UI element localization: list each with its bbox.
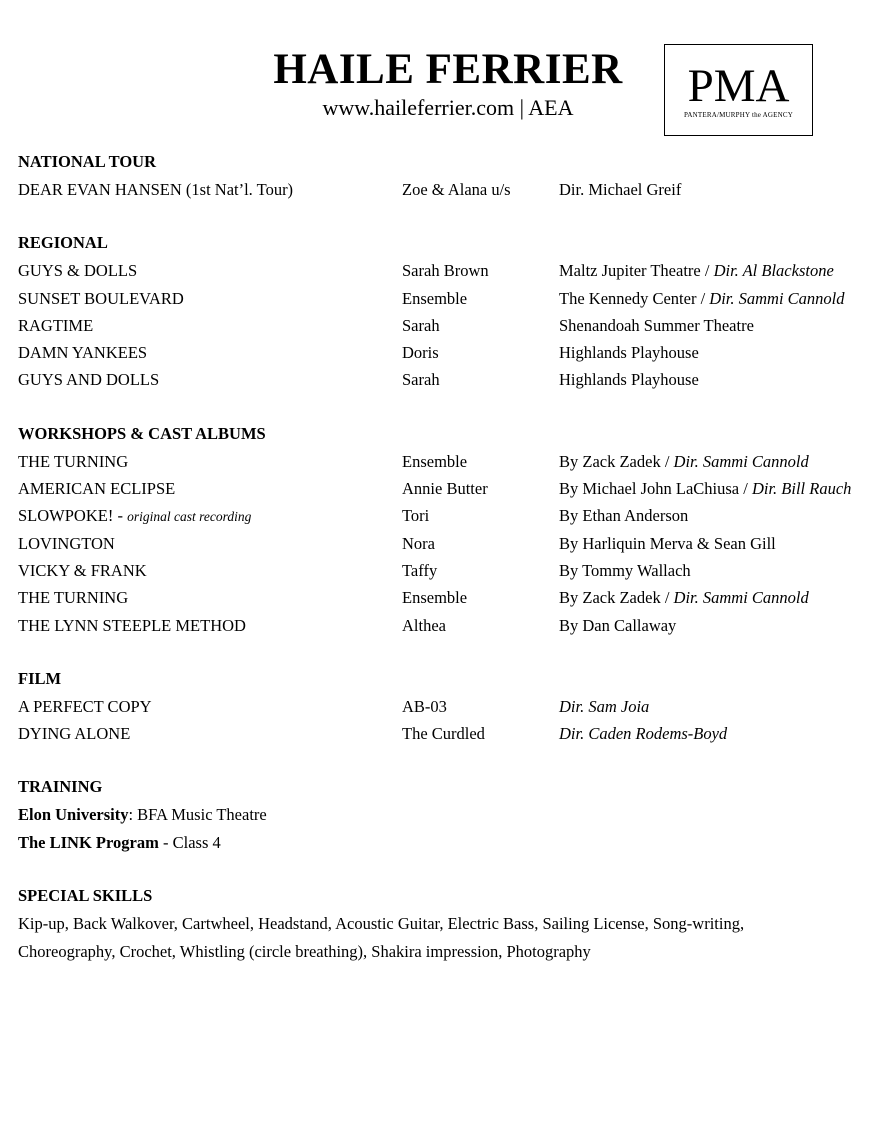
section-title: FILM <box>18 668 62 688</box>
section-workshops <box>18 420 868 639</box>
skills-line: Choreography, Crochet, Whistling (circle breathing), Shakira impression, Photography <box>18 941 591 961</box>
credit-text: Highlands Playhouse <box>559 343 699 363</box>
show-title: RAGTIME <box>18 315 94 335</box>
section-training <box>18 773 868 856</box>
role: Annie Butter <box>402 479 488 499</box>
credit <box>559 584 809 611</box>
section-title: NATIONAL TOUR <box>18 152 156 171</box>
credit <box>559 693 649 720</box>
show-title <box>18 557 147 585</box>
skills-line: Kip-up, Back Walkover, Cartwheel, Headstand, Acoustic Guitar, Electric Bass, Sailing License, Song-writing, <box>18 914 745 934</box>
credit-director: Dir. Sammi Cannold <box>673 451 809 471</box>
show-title <box>18 530 115 558</box>
credit-row <box>18 530 868 557</box>
credit <box>559 312 754 339</box>
show-name: LOVINGTON <box>18 533 115 553</box>
credit <box>559 502 688 529</box>
credit-row <box>18 285 868 312</box>
show-title: DEAR EVAN HANSEN (1st Nat’l. Tour) <box>18 180 294 199</box>
role: Sarah <box>402 370 440 390</box>
role: Taffy <box>402 560 438 580</box>
role: Sarah Brown <box>402 261 489 281</box>
union-affiliation: AEA <box>528 95 574 120</box>
credit-text: Dir. Michael Greif <box>559 180 682 199</box>
role: Nora <box>402 533 435 553</box>
credit-text: Highlands Playhouse <box>559 370 699 390</box>
show-title <box>18 448 128 476</box>
resume-content <box>18 148 868 965</box>
training-school: The LINK Program <box>18 832 159 852</box>
show-title: DYING ALONE <box>18 724 131 744</box>
training-detail: : BFA Music Theatre <box>128 805 267 825</box>
credit-text: Shenandoah Summer Theatre <box>559 315 754 335</box>
role: Zoe & Alana u/s <box>402 180 511 199</box>
credit-row <box>18 612 868 639</box>
section-title: WORKSHOPS & CAST ALBUMS <box>18 423 266 443</box>
credit-director: Dir. Al Blackstone <box>713 261 834 281</box>
credit-text: By Ethan Anderson <box>559 506 689 526</box>
show-title <box>18 584 128 612</box>
credit-text: By Zack Zadek / <box>559 588 674 608</box>
show-note: original cast recording <box>127 509 252 525</box>
show-title <box>18 612 246 640</box>
show-name: AMERICAN ECLIPSE <box>18 479 176 499</box>
show-title: GUYS & DOLLS <box>18 261 138 281</box>
credit <box>559 176 681 203</box>
credit-row <box>18 312 868 339</box>
role: Ensemble <box>402 451 468 471</box>
section-title: REGIONAL <box>18 233 108 253</box>
credit-row <box>18 475 868 502</box>
show-title: GUYS AND DOLLS <box>18 370 160 390</box>
credit <box>559 339 699 366</box>
credit <box>559 612 676 639</box>
section-title: TRAINING <box>18 777 103 797</box>
credit-text: By Tommy Wallach <box>559 560 691 580</box>
credit-director: Dir. Sam Joia <box>559 696 650 716</box>
credit-row <box>18 176 868 203</box>
credit-text: By Dan Callaway <box>559 615 677 635</box>
training-school: Elon University <box>18 805 129 825</box>
role: Tori <box>402 506 430 526</box>
training-item <box>18 829 868 856</box>
show-title <box>18 502 251 530</box>
credit-text: Maltz Jupiter Theatre / <box>559 261 714 281</box>
credit <box>559 557 691 584</box>
section-title: SPECIAL SKILLS <box>18 886 153 906</box>
training-item <box>18 801 868 828</box>
credit <box>559 475 851 502</box>
agency-logo <box>664 44 813 136</box>
credit-row <box>18 720 868 747</box>
credit-text: By Harliquin Merva & Sean Gill <box>559 533 776 553</box>
credit <box>559 530 776 557</box>
show-title <box>18 475 175 503</box>
credit-row <box>18 366 868 393</box>
credit <box>559 285 845 312</box>
credit-row <box>18 448 868 475</box>
credit-row <box>18 339 868 366</box>
role: Ensemble <box>402 288 468 308</box>
role: Althea <box>402 615 446 635</box>
credit <box>559 448 809 475</box>
credit-text: By Michael John LaChiusa / <box>559 479 752 499</box>
credit-row <box>18 557 868 584</box>
show-name: SLOWPOKE! - <box>18 506 128 526</box>
role: Doris <box>402 343 439 363</box>
section-regional <box>18 229 868 393</box>
agency-logo-main: PMA <box>687 60 790 112</box>
section-special-skills <box>18 882 868 965</box>
credit <box>559 720 727 747</box>
credit-director: Dir. Bill Rauch <box>751 479 852 499</box>
credit-row <box>18 584 868 611</box>
role: Ensemble <box>402 588 468 608</box>
show-name: THE LYNN STEEPLE METHOD <box>18 615 246 635</box>
training-detail: - Class 4 <box>158 832 221 852</box>
show-title: A PERFECT COPY <box>18 696 152 716</box>
show-name: THE TURNING <box>18 451 129 471</box>
section-national-tour <box>18 148 868 203</box>
credit-row <box>18 693 868 720</box>
role: The Curdled <box>402 724 485 744</box>
agency-logo-sub: PANTERA/MURPHY the AGENCY <box>683 111 794 119</box>
show-title: DAMN YANKEES <box>18 343 148 363</box>
credit-director: Dir. Caden Rodems-Boyd <box>559 724 728 744</box>
role: AB-03 <box>402 696 447 716</box>
resume-name: HAILE FERRIER <box>273 46 623 93</box>
show-name: THE TURNING <box>18 588 129 608</box>
credit-row <box>18 257 868 284</box>
section-film <box>18 665 868 748</box>
show-name: VICKY & FRANK <box>18 560 147 580</box>
credit <box>559 257 834 284</box>
credit-director: Dir. Sammi Cannold <box>673 588 809 608</box>
separator: | <box>514 95 529 120</box>
website-link[interactable]: www.haileferrier.com <box>322 95 515 120</box>
role: Sarah <box>402 315 440 335</box>
show-title: SUNSET BOULEVARD <box>18 288 184 308</box>
credit-text: By Zack Zadek / <box>559 451 674 471</box>
credit-director: Dir. Sammi Cannold <box>709 288 845 308</box>
credit-text: The Kennedy Center / <box>559 288 710 308</box>
credit-row <box>18 502 868 529</box>
credit <box>559 366 699 393</box>
